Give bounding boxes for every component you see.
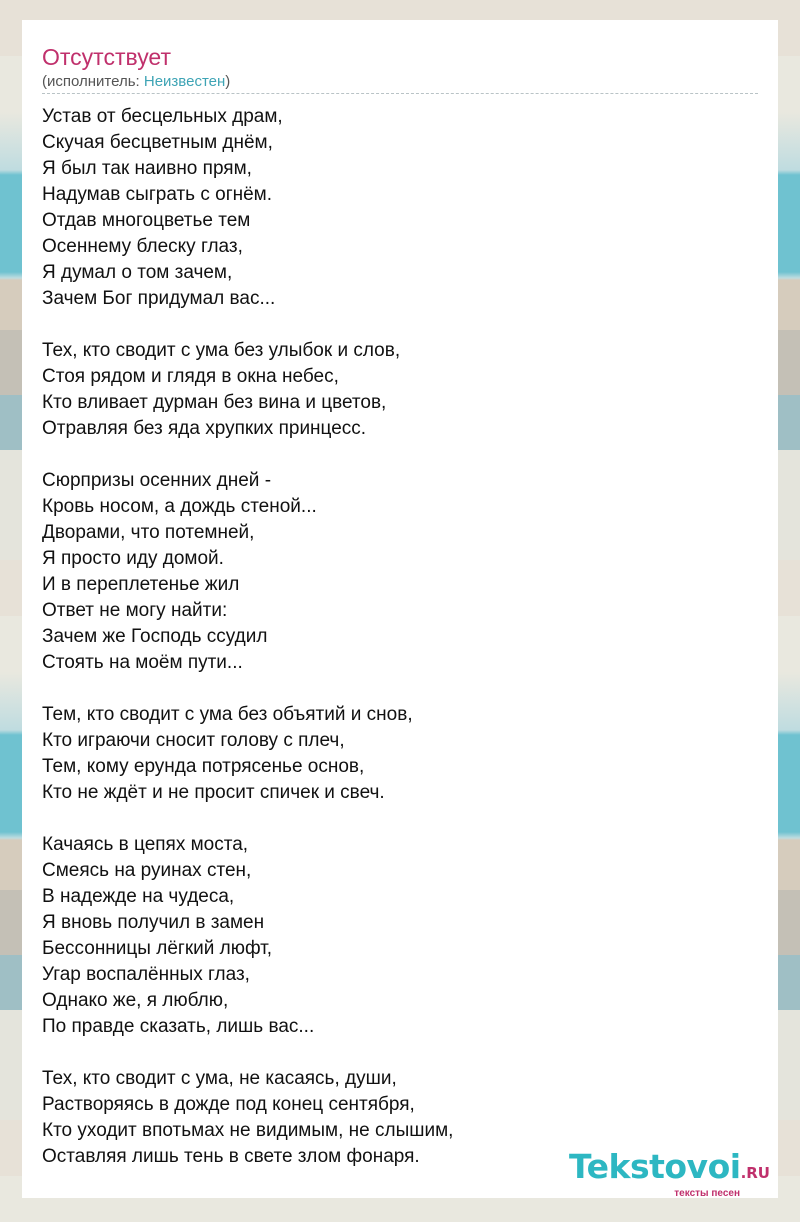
stanza	[42, 832, 742, 1040]
artist-line	[42, 72, 230, 92]
logo-subtitle: тексты песен	[674, 1188, 740, 1199]
lyric-line: Я был так наивно прям,	[42, 158, 252, 179]
lyric-line: Осеннему блеску глаз,	[42, 236, 243, 257]
stanza	[42, 702, 742, 806]
lyric-line: Качаясь в цепях моста,	[42, 834, 249, 855]
lyric-line: Однако же, я люблю,	[42, 990, 229, 1011]
lyric-line: Устав от бесцельных драм,	[42, 106, 283, 127]
lyric-line: Бессонницы лёгкий люфт,	[42, 938, 273, 959]
lyrics-text	[42, 104, 742, 1170]
stanza	[42, 338, 742, 442]
lyric-line: Оставляя лишь тень в свете злом фонаря.	[42, 1146, 420, 1167]
lyric-line: Зачем же Господь ссудил	[42, 626, 268, 647]
lyric-line: Тех, кто сводит с ума, не касаясь, души,	[42, 1068, 397, 1089]
lyric-line: Я вновь получил в замен	[42, 912, 265, 933]
lyric-line: Я просто иду домой.	[42, 548, 224, 569]
title-divider	[42, 93, 758, 94]
lyric-line: Кровь носом, а дождь стеной...	[42, 496, 317, 517]
lyric-line: Скучая бесцветным днём,	[42, 132, 273, 153]
stanza	[42, 104, 742, 312]
logo-tld: .RU	[740, 1164, 770, 1182]
artist-prefix: (исполнитель:	[42, 73, 144, 90]
lyric-line: Тех, кто сводит с ума без улыбок и слов,	[42, 340, 401, 361]
lyric-line: Тем, кому ерунда потрясенье основ,	[42, 756, 365, 777]
lyric-line: Угар воспалённых глаз,	[42, 964, 250, 985]
site-logo[interactable]	[569, 1147, 770, 1200]
lyric-line: Кто уходит впотьмах не видимым, не слышим,	[42, 1120, 454, 1141]
lyric-line: По правде сказать, лишь вас...	[42, 1016, 315, 1037]
lyric-line: Зачем Бог придумал вас...	[42, 288, 276, 309]
lyric-line: Отдав многоцветье тем	[42, 210, 251, 231]
song-title: Отсутствует	[42, 44, 171, 70]
lyric-line: Сюрпризы осенних дней -	[42, 470, 272, 491]
lyric-line: И в переплетенье жил	[42, 574, 240, 595]
lyric-line: Стоять на моём пути...	[42, 652, 243, 673]
lyric-line: Стоя рядом и глядя в окна небес,	[42, 366, 339, 387]
stanza	[42, 468, 742, 676]
lyric-line: Тем, кто сводит с ума без объятий и снов,	[42, 704, 413, 725]
lyric-line: Кто вливает дурман без вина и цветов,	[42, 392, 387, 413]
lyric-line: Кто не ждёт и не просит спичек и свеч.	[42, 782, 385, 803]
lyric-line: Отравляя без яда хрупких принцесс.	[42, 418, 367, 439]
lyric-line: Смеясь на руинах стен,	[42, 860, 252, 881]
lyric-line: Ответ не могу найти:	[42, 600, 228, 621]
artist-suffix: )	[225, 73, 231, 90]
lyrics-card	[22, 20, 778, 1198]
logo-main-text: Tekstovoi	[569, 1147, 741, 1186]
lyric-line: Я думал о том зачем,	[42, 262, 233, 283]
lyric-line: В надежде на чудеса,	[42, 886, 235, 907]
lyric-line: Растворяясь в дожде под конец сентября,	[42, 1094, 415, 1115]
artist-link[interactable]: Неизвестен	[143, 73, 226, 90]
lyric-line: Дворами, что потемней,	[42, 522, 255, 543]
lyric-line: Надумав сыграть с огнём.	[42, 184, 273, 205]
lyric-line: Кто играючи сносит голову с плеч,	[42, 730, 345, 751]
logo-wordmark	[569, 1147, 770, 1190]
